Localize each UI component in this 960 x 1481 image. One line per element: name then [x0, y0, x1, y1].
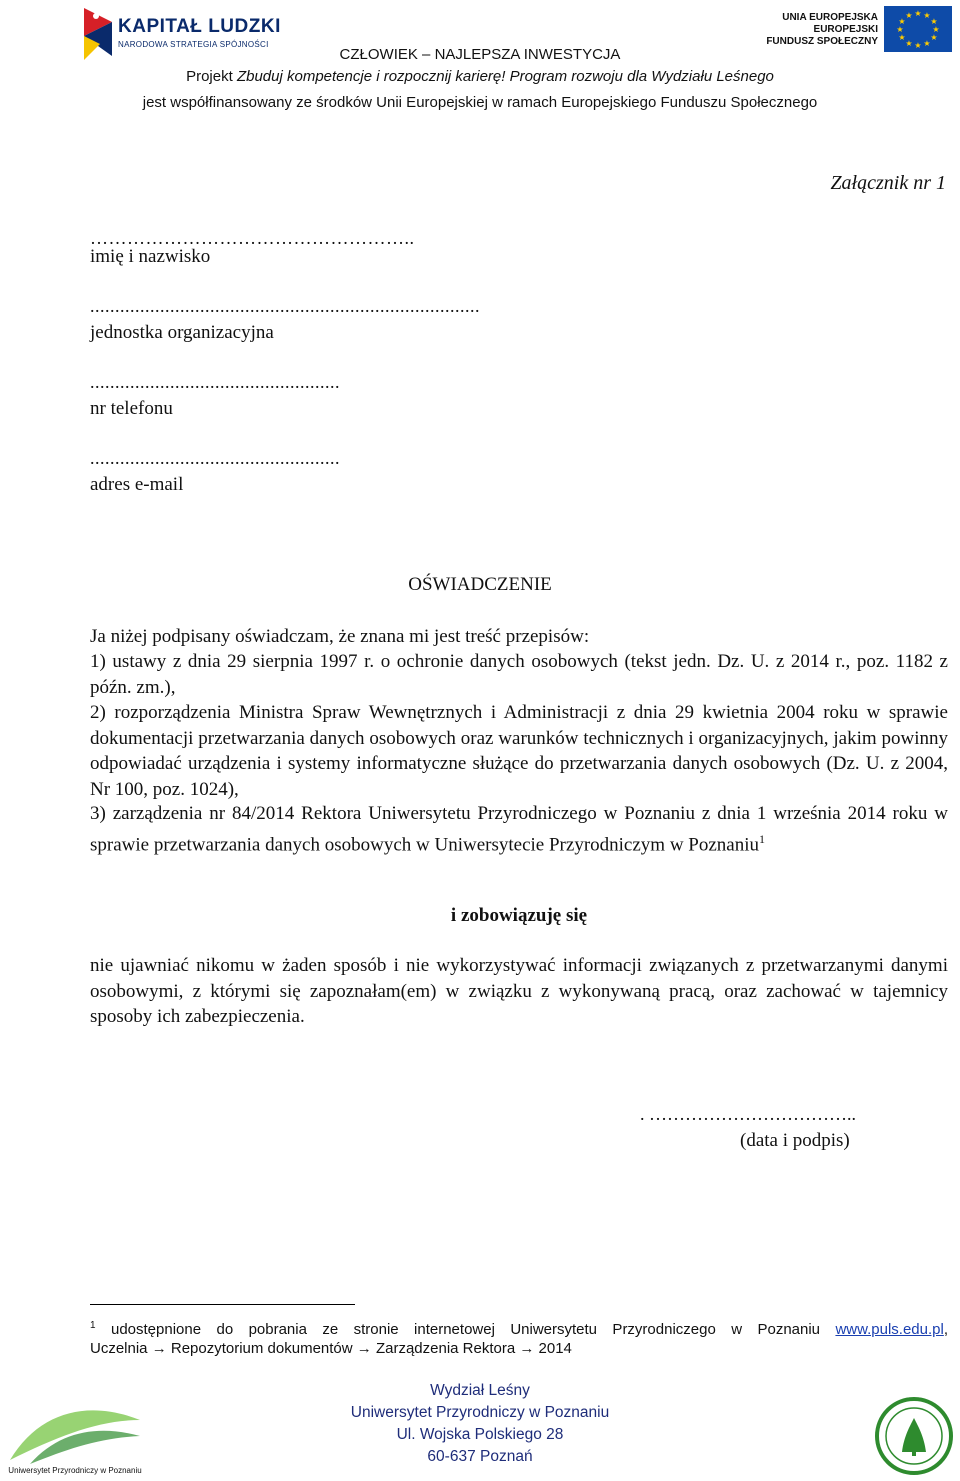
eu-logo-text — [766, 12, 878, 48]
footnote — [90, 1316, 948, 1358]
header-slogan: CZŁOWIEK – NAJLEPSZA INWESTYCJA — [339, 46, 621, 63]
header-project-name: Zbuduj kompetencje i rozpocznij karierę! Program rozwoju dla Wydziału Leśnego — [236, 68, 774, 85]
body-item-3-text: 3) zarządzenia nr 84/2014 Rektora Uniwersytetu Przyrodniczego w Poznaniu z dnia 1 września 2014 roku w sprawie przetwarzania danych osobowych w Uniwersytecie Przyrodniczym w Poznaniu — [90, 803, 948, 855]
footnote-text: udostępnione do pobrania ze stronie internetowej Uniwersytetu Przyrodniczego w Poznaniu — [110, 1321, 836, 1338]
svg-text:★: ★ — [905, 11, 913, 20]
svg-text:★: ★ — [930, 33, 938, 42]
annex-number: Załącznik nr 1 — [830, 172, 946, 194]
signature-label: (data i podpis) — [740, 1130, 850, 1151]
footer-city: 60-637 Poznań — [427, 1448, 533, 1465]
footnote-link[interactable]: www.puls.edu.pl — [835, 1321, 944, 1338]
faculty-seal-icon — [874, 1396, 954, 1476]
header-project-prefix: Projekt — [186, 68, 237, 85]
body-item-3 — [90, 801, 948, 857]
signature-dots: . …………………………….. — [640, 1104, 856, 1124]
header-cofinancing: jest współfinansowany ze środków Unii Europejskiej w ramach Europejskiego Funduszu Społecznego — [142, 94, 818, 111]
eu-logo-line2: EUROPEJSKI — [813, 24, 878, 35]
svg-text:★: ★ — [905, 39, 913, 48]
svg-text:★: ★ — [932, 25, 940, 34]
footer-faculty: Wydział Leśny — [430, 1382, 530, 1399]
header-project — [0, 68, 960, 85]
svg-text:★: ★ — [923, 11, 931, 20]
footer-university: Uniwersytet Przyrodniczy w Poznaniu — [350, 1404, 610, 1421]
footnote-reference: 1 — [759, 831, 765, 846]
footnote-divider — [90, 1304, 355, 1305]
kapital-ludzki-title: KAPITAŁ LUDZKI — [118, 16, 281, 37]
svg-text:★: ★ — [914, 41, 922, 50]
eu-logo-line3: FUNDUSZ SPOŁECZNY — [766, 36, 878, 47]
svg-text:★: ★ — [898, 17, 906, 26]
body-intro: Ja niżej podpisany oświadczam, że znana mi jest treść przepisów: — [90, 626, 590, 647]
university-logo-caption: Uniwersytet Przyrodniczy w Poznaniu — [8, 1466, 142, 1475]
field-name-label: imię i nazwisko — [90, 246, 211, 267]
field-phone-label: nr telefonu — [90, 398, 173, 419]
footer-street: Ul. Wojska Polskiego 28 — [396, 1426, 564, 1443]
kapital-ludzki-subtitle: NARODOWA STRATEGIA SPÓJNOŚCI — [118, 40, 269, 49]
document-title: OŚWIADCZENIE — [408, 574, 552, 595]
footnote-path: Uczelnia → Repozytorium dokumentów → Zarządzenia Rektora → 2014 — [90, 1340, 572, 1357]
body-item-1: 1) ustawy z dnia 29 sierpnia 1997 r. o ochronie danych osobowych (tekst jedn. Dz. U. z 2014 r., poz. 1182 z późn. zm.), — [90, 651, 948, 698]
svg-text:★: ★ — [898, 33, 906, 42]
field-unit-dots: .............................................................................. — [90, 296, 480, 316]
field-phone-dots: .................................................. — [90, 372, 340, 392]
commitment-heading: i zobowiązuję się — [450, 905, 588, 926]
svg-text:★: ★ — [930, 17, 938, 26]
svg-text:★: ★ — [914, 9, 922, 18]
field-unit-label: jednostka organizacyjna — [90, 322, 274, 343]
field-email-label: adres e-mail — [90, 474, 184, 495]
eu-logo-line1: UNIA EUROPEJSKA — [782, 12, 878, 23]
field-name-dots: …………………………………………….. — [90, 228, 415, 248]
svg-text:★: ★ — [896, 25, 904, 34]
svg-text:★: ★ — [923, 39, 931, 48]
field-email-dots: .................................................. — [90, 448, 340, 468]
footnote-mark: 1 — [90, 1320, 96, 1331]
body-item-2: 2) rozporządzenia Ministra Spraw Wewnętrznych i Administracji z dnia 29 kwietnia 2004 roku w sprawie dokumentacji przetwarzania danych osobowych oraz warunków technicznych i organizacyjnych, jakim powinny odpowiadać urządzenia i systemy informatyczne służące do przetwarzania danych osobowych (Dz. U. z 2004, Nr 100, poz. 1024), — [90, 702, 948, 800]
footnote-comma: , — [943, 1321, 949, 1338]
footnote-line-1 — [90, 1316, 948, 1339]
body-statement: nie ujawniać nikomu w żaden sposób i nie wykorzystywać informacji związanych z przetwarzanymi danymi osobowymi, z którymi się zapoznałam(em) w związku z wykonywaną pracą, oraz zachować w tajemnicy sposoby ich zabezpieczenia. — [90, 955, 948, 1027]
